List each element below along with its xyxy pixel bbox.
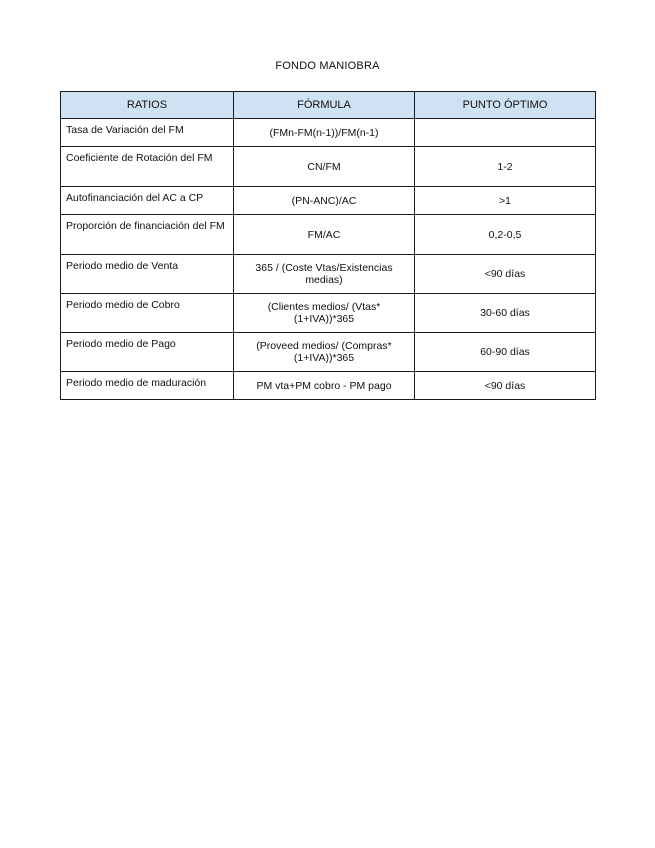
- optimum-cell: [415, 119, 596, 147]
- table-row: [61, 147, 596, 187]
- table-row: [61, 187, 596, 215]
- header-ratios: RATIOS: [61, 92, 234, 119]
- ratio-cell: Autofinanciación del AC a CP: [61, 187, 234, 215]
- document-title: FONDO MANIOBRA: [275, 60, 380, 72]
- header-optimum: PUNTO ÓPTIMO: [415, 92, 596, 119]
- ratio-cell: Coeficiente de Rotación del FM: [61, 147, 234, 187]
- table-row: [61, 333, 596, 372]
- optimum-cell: 0,2-0,5: [415, 215, 596, 255]
- ratio-cell: Periodo medio de Pago: [61, 333, 234, 372]
- formula-cell: (PN-ANC)/AC: [234, 187, 415, 215]
- ratio-cell: Periodo medio de maduración: [61, 372, 234, 400]
- ratios-table: [60, 91, 596, 400]
- optimum-cell: 60-90 días: [415, 333, 596, 372]
- formula-cell: FM/AC: [234, 215, 415, 255]
- formula-cell: (Clientes medios/ (Vtas*(1+IVA))*365: [234, 294, 415, 333]
- formula-cell: (FMn-FM(n-1))/FM(n-1): [234, 119, 415, 147]
- ratio-cell: Proporción de financiación del FM: [61, 215, 234, 255]
- table-header-row: [61, 92, 596, 119]
- formula-cell: PM vta+PM cobro - PM pago: [234, 372, 415, 400]
- optimum-cell: 1-2: [415, 147, 596, 187]
- table-row: [61, 215, 596, 255]
- formula-cell: (Proveed medios/ (Compras*(1+IVA))*365: [234, 333, 415, 372]
- table-row: [61, 372, 596, 400]
- optimum-cell: 30-60 días: [415, 294, 596, 333]
- table-row: [61, 119, 596, 147]
- formula-cell: 365 / (Coste Vtas/Existencias medias): [234, 255, 415, 294]
- optimum-cell: <90 días: [415, 255, 596, 294]
- table-row: [61, 294, 596, 333]
- ratio-cell: Tasa de Variación del FM: [61, 119, 234, 147]
- ratio-cell: Periodo medio de Cobro: [61, 294, 234, 333]
- formula-cell: CN/FM: [234, 147, 415, 187]
- optimum-cell: <90 días: [415, 372, 596, 400]
- ratio-cell: Periodo medio de Venta: [61, 255, 234, 294]
- header-formula: FÓRMULA: [234, 92, 415, 119]
- optimum-cell: >1: [415, 187, 596, 215]
- table-row: [61, 255, 596, 294]
